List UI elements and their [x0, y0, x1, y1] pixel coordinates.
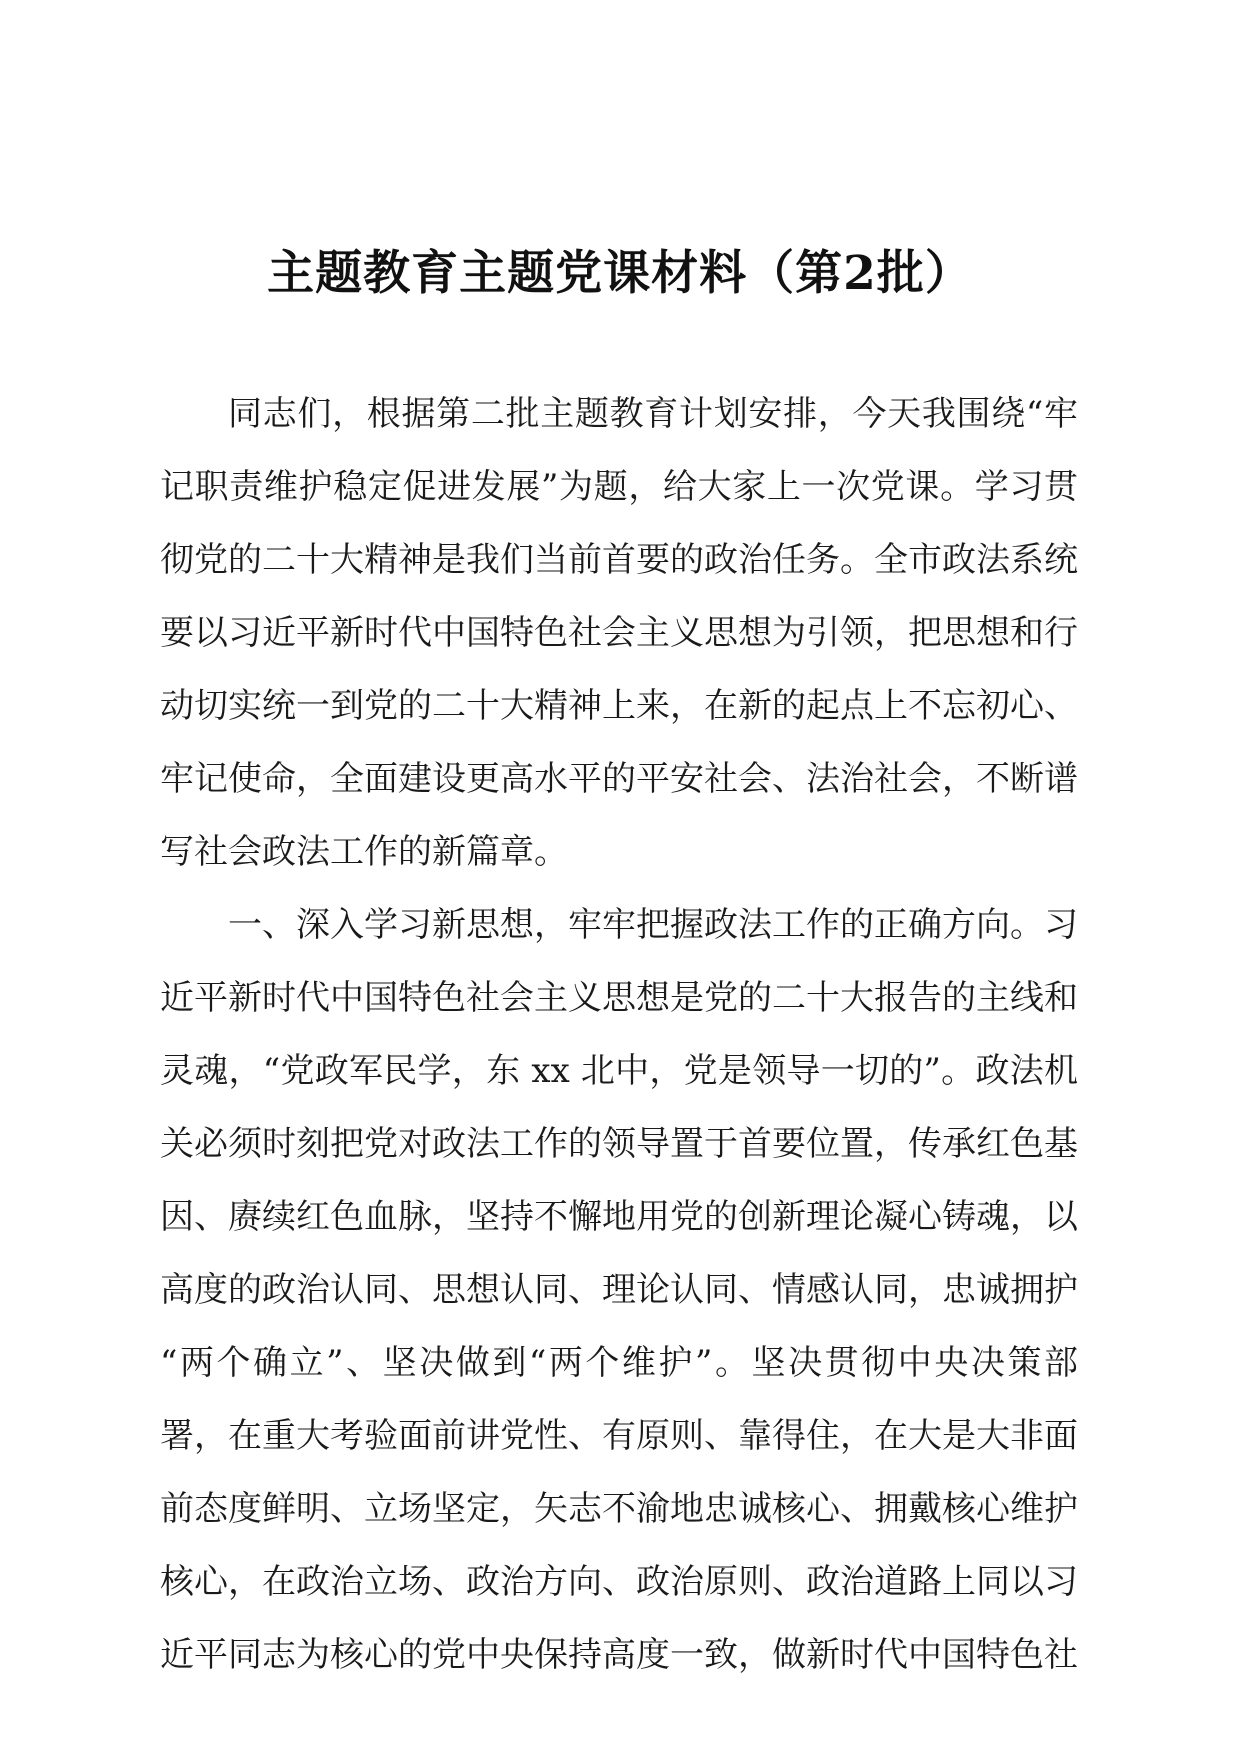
paragraph-1-line-7: 写社会政法工作的新篇章。	[160, 832, 568, 872]
paragraph-2-line-3: 灵魂，“党政军民学，东 xx 北中，党是领导一切的”。政法机	[160, 1051, 1078, 1091]
paragraph-2-line-8: 署，在重大考验面前讲党性、有原则、靠得住，在大是大非面	[160, 1416, 1078, 1456]
paragraph-2-line-6: 高度的政治认同、思想认同、理论认同、情感认同，忠诚拥护	[160, 1270, 1078, 1310]
paragraph-1-line-2: 记职责维护稳定促进发展”为题，给大家上一次党课。学习贯	[160, 467, 1078, 507]
paragraph-2-line-10: 核心，在政治立场、政治方向、政治原则、政治道路上同以习	[160, 1562, 1078, 1602]
paragraph-2-line-11: 近平同志为核心的党中央保持高度一致，做新时代中国特色社	[160, 1635, 1078, 1675]
paragraph-1-line-1: 同志们，根据第二批主题教育计划安排，今天我围绕“牢	[228, 394, 1078, 434]
paragraph-2-line-4: 关必须时刻把党对政法工作的领导置于首要位置，传承红色基	[160, 1124, 1078, 1164]
paragraph-2-line-9: 前态度鲜明、立场坚定，矢志不渝地忠诚核心、拥戴核心维护	[160, 1489, 1078, 1529]
document-title: 主题教育主题党课材料（第2批）	[267, 246, 973, 301]
document-body	[160, 378, 1078, 1692]
paragraph-2-line-1: 一、深入学习新思想，牢牢把握政法工作的正确方向。习	[228, 905, 1078, 945]
paragraph-1-line-5: 动切实统一到党的二十大精神上来，在新的起点上不忘初心、	[160, 686, 1078, 726]
paragraph-2-line-7: “两个确立”、坚决做到“两个维护”。坚决贯彻中央决策部	[160, 1343, 1078, 1383]
paragraph-1-line-6: 牢记使命，全面建设更高水平的平安社会、法治社会，不断谱	[160, 759, 1078, 799]
paragraph-2-line-2: 近平新时代中国特色社会主义思想是党的二十大报告的主线和	[160, 978, 1078, 1018]
paragraph-1-line-3: 彻党的二十大精神是我们当前首要的政治任务。全市政法系统	[160, 540, 1078, 580]
paragraph-2-line-5: 因、赓续红色血脉，坚持不懈地用党的创新理论凝心铸魂，以	[160, 1197, 1078, 1237]
paragraph-1-line-4: 要以习近平新时代中国特色社会主义思想为引领，把思想和行	[160, 613, 1078, 653]
